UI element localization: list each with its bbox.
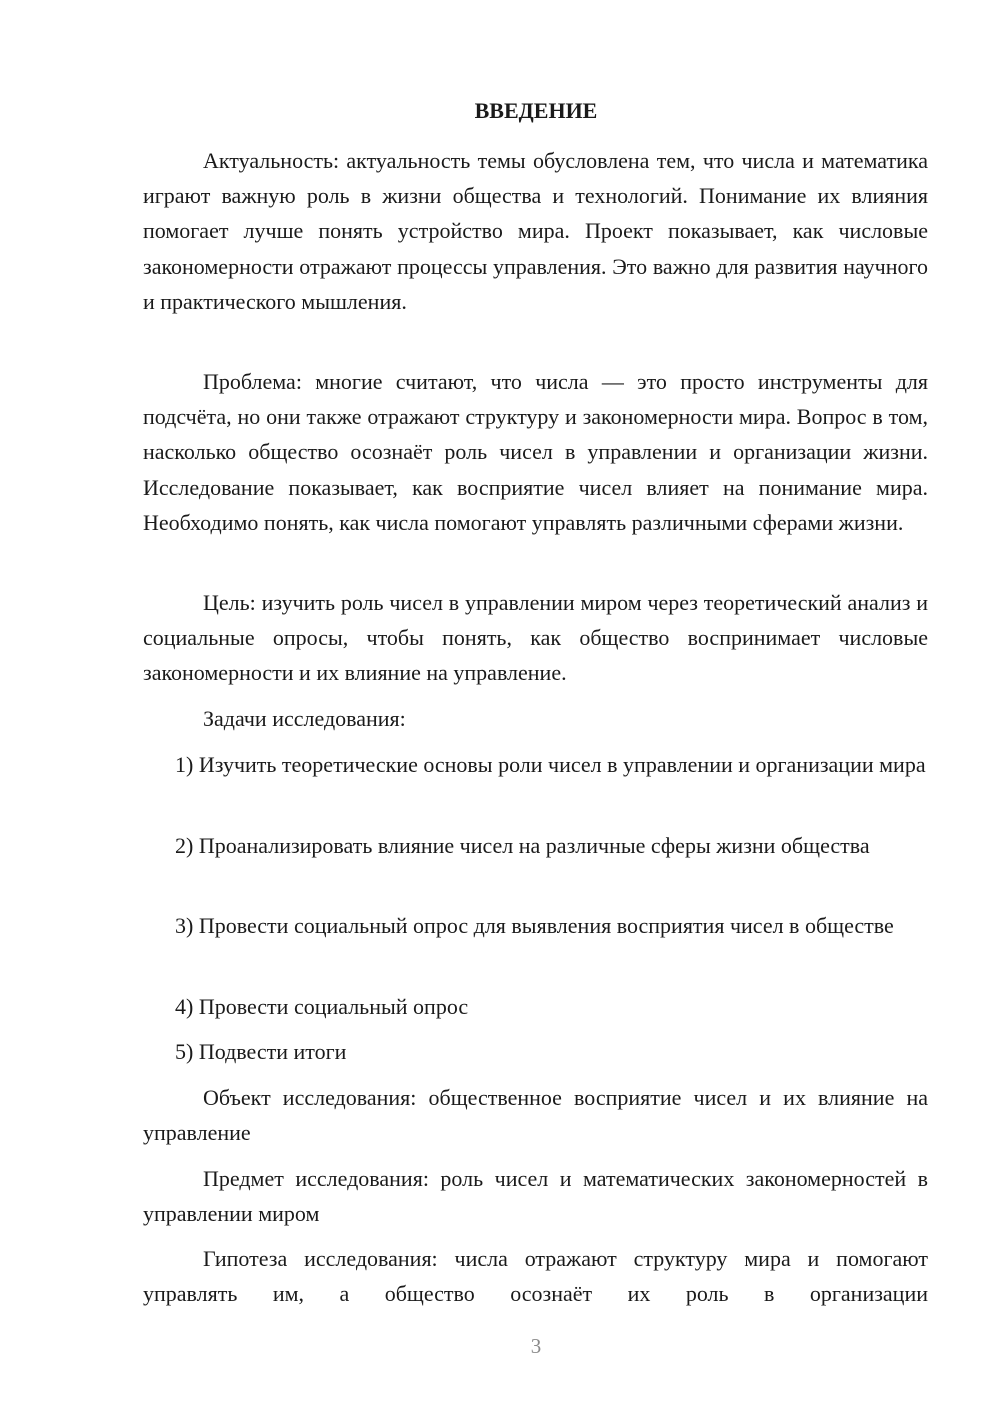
section-title: ВВЕДЕНИЕ — [474, 98, 598, 123]
task-item-4: 4) Провести социальный опрос — [175, 994, 469, 1019]
problem-paragraph: Проблема: многие считают, что числа — это просто инструменты для подсчёта, но они также отражают структуру и закономерности мира. Вопрос в том, насколько общество осознаёт роль чисел в управлении и организации жизни. Исследование показывает, как восприятие чисел влияет на понимание мира. Необходимо понять, как числа помогают управлять различными сферами жизни. — [143, 369, 928, 535]
page-number: 3 — [530, 1334, 542, 1358]
goal-paragraph: Цель: изучить роль чисел в управлении миром через теоретический анализ и социальные опросы, чтобы понять, как общество воспринимает числовые закономерности и их влияние на управление. — [143, 590, 928, 686]
object-paragraph: Объект исследования: общественное восприятие чисел и их влияние на управление — [143, 1085, 928, 1146]
subject-paragraph: Предмет исследования: роль чисел и математических закономерностей в управлении миром — [143, 1166, 928, 1227]
hypothesis-paragraph: Гипотеза исследования: числа отражают структуру мира и помогают управлять им, а общество осознаёт их роль в организации — [143, 1246, 928, 1307]
task-item-1: 1) Изучить теоретические основы роли чисел в управлении и организации мира — [175, 752, 926, 777]
task-item-3: 3) Провести социальный опрос для выявления восприятия чисел в обществе — [175, 913, 894, 938]
tasks-heading: Задачи исследования: — [203, 706, 406, 731]
task-item-5: 5) Подвести итоги — [175, 1039, 347, 1064]
task-item-2: 2) Проанализировать влияние чисел на различные сферы жизни общества — [175, 833, 870, 858]
relevance-paragraph: Актуальность: актуальность темы обусловлена тем, что числа и математика играют важную роль в жизни общества и технологий. Понимание их влияния помогает лучше понять устройство мира. Проект показывает, как числовые закономерности отражают процессы управления. Это важно для развития научного и практического мышления. — [143, 148, 928, 314]
